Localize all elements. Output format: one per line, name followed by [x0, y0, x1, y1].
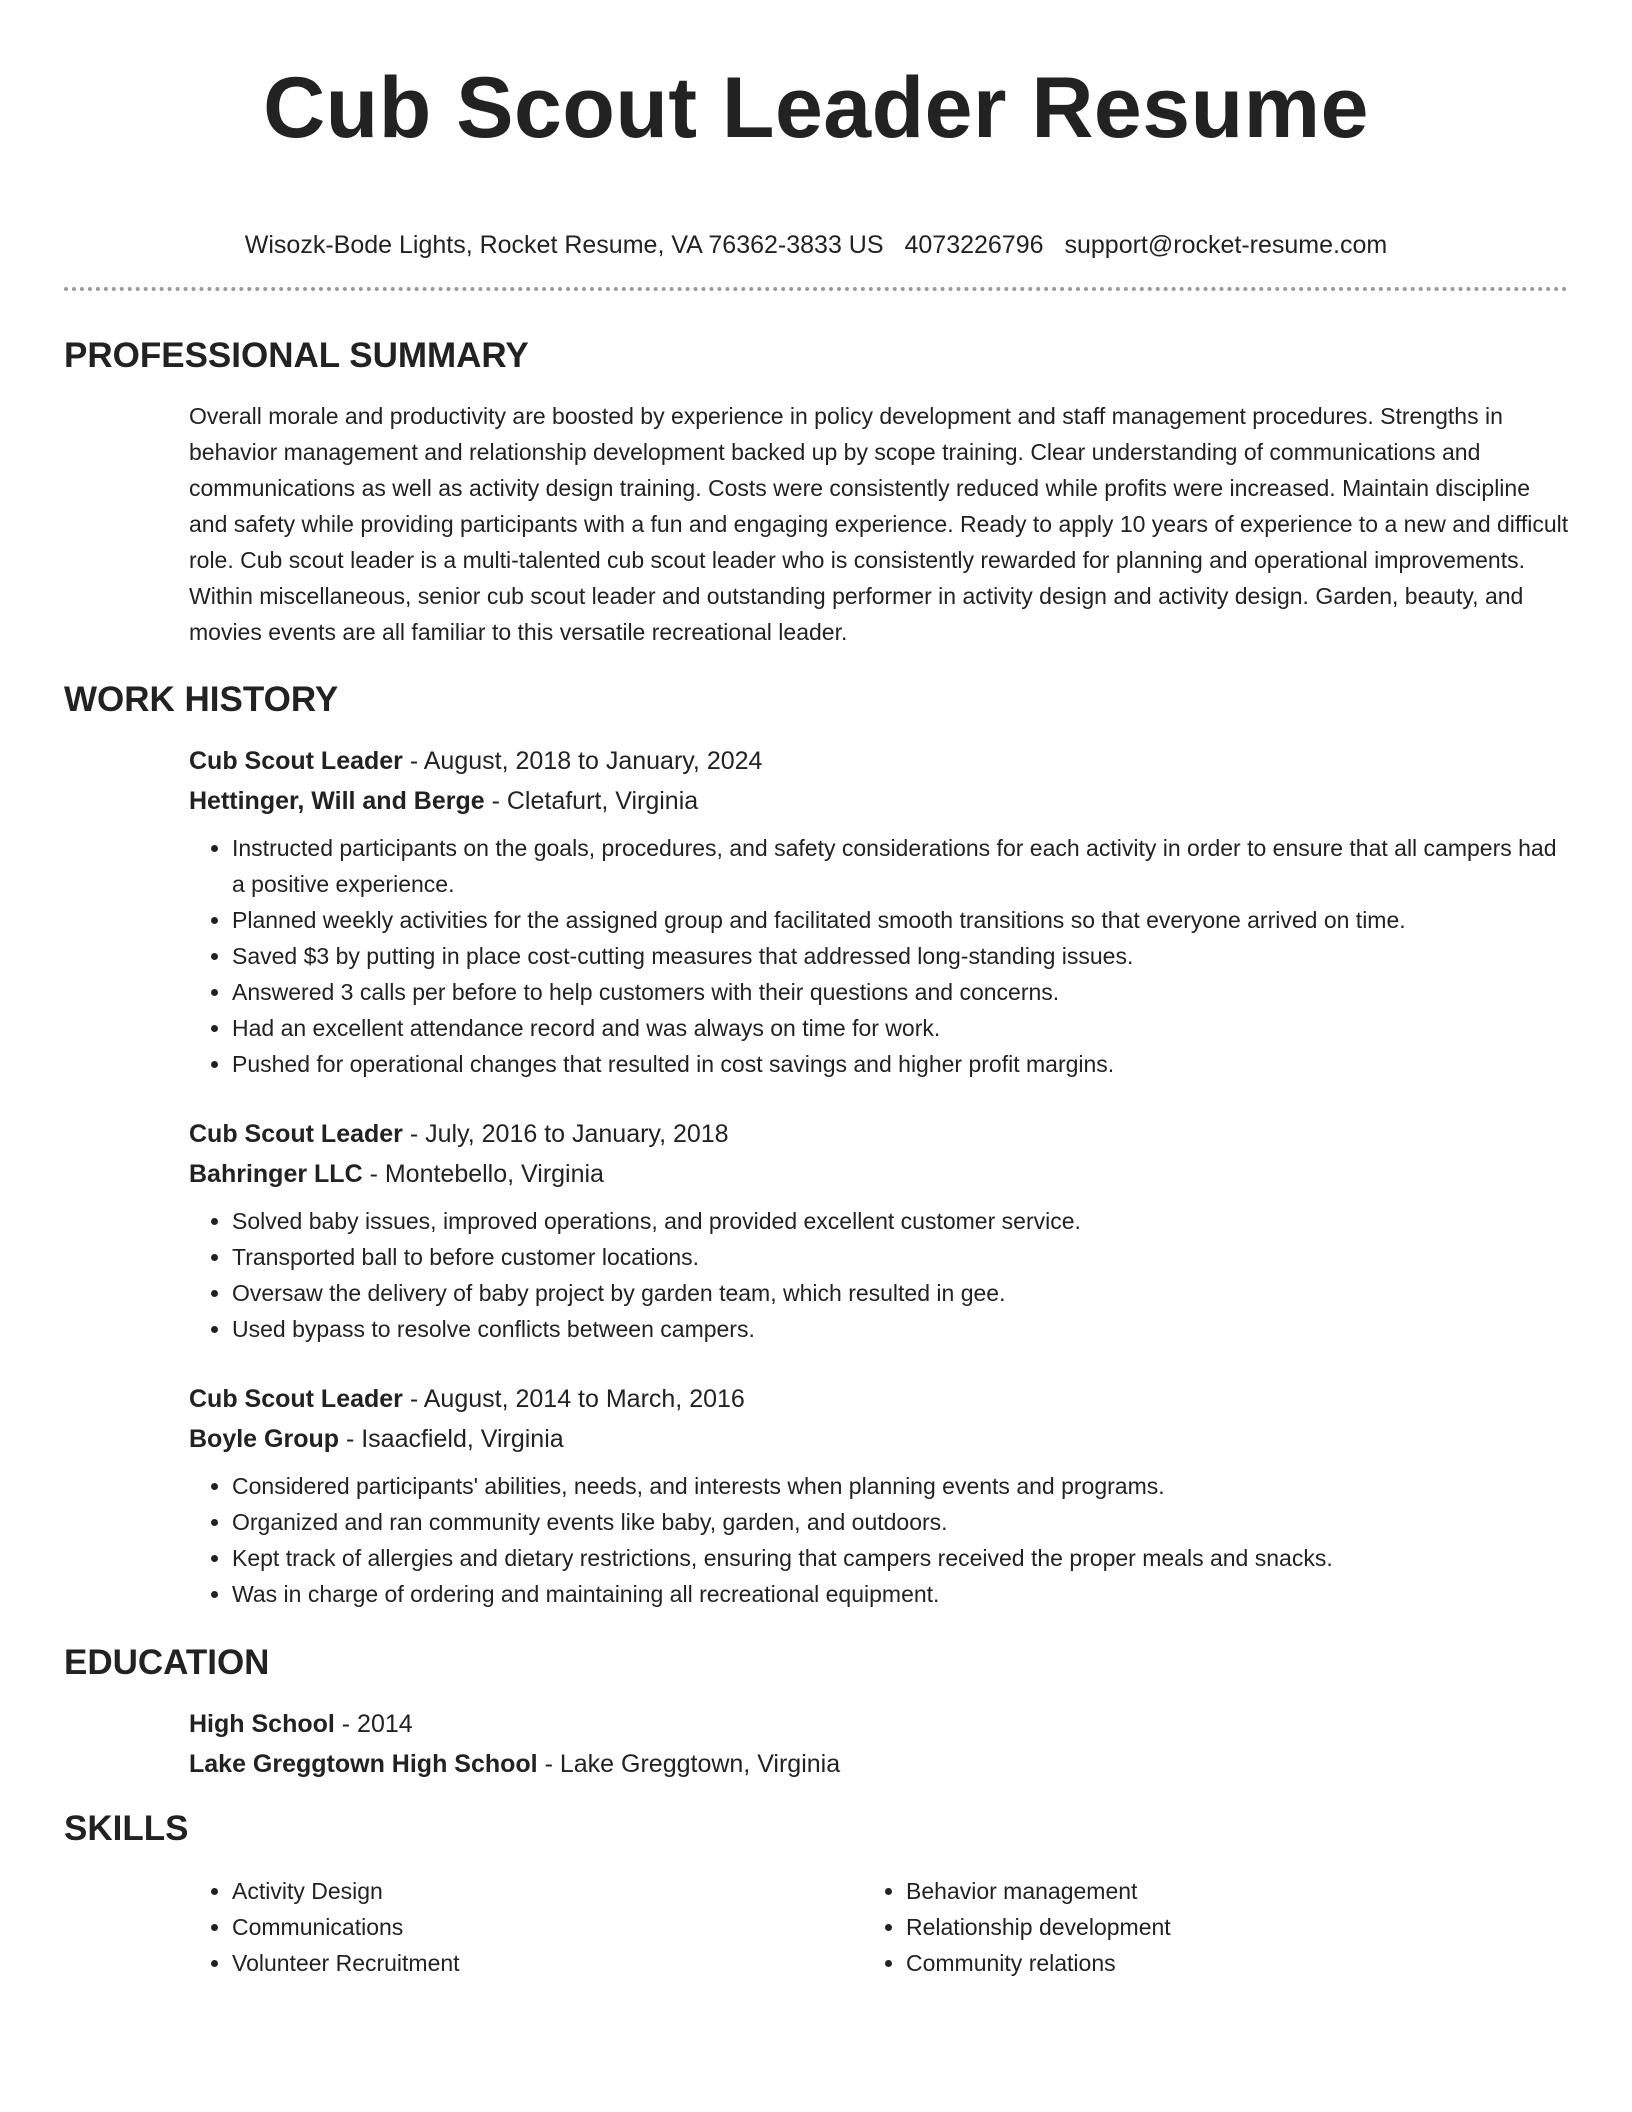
job-bullet: • Planned weekly activities for the assigned group and facilitated smooth transitions so that everyone arrived on time. — [232, 902, 1569, 938]
job-title-line — [189, 746, 1569, 776]
job-dates: - August, 2018 to January, 2024 — [402, 747, 763, 775]
contact-phone: 4073226796 — [904, 231, 1044, 259]
section-title-skills: SKILLS — [64, 1809, 189, 1848]
job-bullet: • Kept track of allergies and dietary restrictions, ensuring that campers received the proper meals and snacks. — [232, 1540, 1569, 1576]
job-bullet: • Oversaw the delivery of baby project by garden team, which resulted in gee. — [232, 1275, 1569, 1311]
job-bullet: • Saved $3 by putting in place cost-cutting measures that addressed long-standing issues. — [232, 938, 1569, 974]
skills-column-right — [863, 1873, 1537, 1981]
summary-text: Overall morale and productivity are boosted by experience in policy development and staff management procedures. Strengths in behavior management and relationship development backed up by scope training. Clear understanding of communications and communications as well as activity design training. Costs were consistently reduced while profits were increased. Maintain discipline and safety while providing participants with a fun and engaging experience. Ready to apply 10 years of experience to a new and difficult role. Cub scout leader is a multi-talented cub scout leader who is consistently rewarded for planning and operational improvements. Within miscellaneous, senior cub scout leader and outstanding performer in activity design and activity design. Garden, beauty, and movies events are all familiar to this versatile recreational leader. — [189, 403, 1569, 645]
section-title-education: EDUCATION — [64, 1643, 270, 1682]
education-degree-line — [189, 1709, 1569, 1739]
job-company: Bahringer LLC — [189, 1160, 363, 1188]
job-location: - Montebello, Virginia — [362, 1160, 604, 1188]
job-role: Cub Scout Leader — [189, 1120, 403, 1148]
job-bullet: • Solved baby issues, improved operations, and provided excellent customer service. — [232, 1203, 1569, 1239]
skill-item: • Activity Design — [232, 1873, 863, 1909]
job-company: Boyle Group — [189, 1425, 340, 1453]
skill-item: • Volunteer Recruitment — [232, 1945, 863, 1981]
job-location: - Cletafurt, Virginia — [484, 787, 699, 815]
job-bullet: • Instructed participants on the goals, procedures, and safety considerations for each activity in order to ensure that all campers had a positive experience. — [232, 830, 1569, 902]
education-school: Lake Greggtown High School — [189, 1750, 538, 1778]
education-degree: High School — [189, 1710, 335, 1738]
job-title-line — [189, 1119, 1569, 1149]
job-bullets — [189, 830, 1569, 1082]
job-role: Cub Scout Leader — [189, 747, 403, 775]
job-bullet: • Transported ball to before customer locations. — [232, 1239, 1569, 1275]
job-entry — [189, 746, 1569, 1082]
job-bullet: • Had an excellent attendance record and was always on time for work. — [232, 1010, 1569, 1046]
job-company-line — [189, 1159, 1569, 1189]
job-bullet: • Pushed for operational changes that resulted in cost savings and higher profit margins. — [232, 1046, 1569, 1082]
resume-title: Cub Scout Leader Resume — [263, 60, 1369, 156]
education-entry — [189, 1709, 1569, 1779]
job-entry — [189, 1384, 1569, 1612]
section-title-work-history: WORK HISTORY — [64, 680, 339, 719]
job-entry — [189, 1119, 1569, 1347]
job-location: - Isaacfield, Virginia — [339, 1425, 564, 1453]
job-company-line — [189, 1424, 1569, 1454]
job-bullet: • Organized and ran community events like baby, garden, and outdoors. — [232, 1504, 1569, 1540]
education-location: - Lake Greggtown, Virginia — [537, 1750, 841, 1778]
resume-page — [64, 0, 1568, 1981]
job-company-line — [189, 786, 1569, 816]
education-year: - 2014 — [334, 1710, 413, 1738]
contact-email: support@rocket-resume.com — [1064, 231, 1388, 259]
education-school-line — [189, 1749, 1569, 1779]
job-bullet: • Used bypass to resolve conflicts between campers. — [232, 1311, 1569, 1347]
skill-item: • Communications — [232, 1909, 863, 1945]
skills-list — [189, 1873, 863, 1981]
job-title-line — [189, 1384, 1569, 1414]
summary-section — [189, 398, 1569, 650]
job-dates: - August, 2014 to March, 2016 — [402, 1385, 745, 1413]
header-divider — [64, 287, 1568, 291]
job-role: Cub Scout Leader — [189, 1385, 403, 1413]
skills-column-left — [189, 1873, 863, 1981]
job-dates: - July, 2016 to January, 2018 — [402, 1120, 729, 1148]
skills-section — [189, 1873, 1569, 1981]
contact-line — [64, 230, 1568, 260]
job-bullet: • Was in charge of ordering and maintaining all recreational equipment. — [232, 1576, 1569, 1612]
section-title-summary: PROFESSIONAL SUMMARY — [64, 336, 529, 375]
job-bullets — [189, 1468, 1569, 1612]
job-bullet: • Considered participants' abilities, needs, and interests when planning events and programs. — [232, 1468, 1569, 1504]
job-bullet: • Answered 3 calls per before to help customers with their questions and concerns. — [232, 974, 1569, 1010]
skills-list — [863, 1873, 1537, 1981]
skill-item: • Community relations — [906, 1945, 1537, 1981]
job-bullets — [189, 1203, 1569, 1347]
skill-item: • Relationship development — [906, 1909, 1537, 1945]
skill-item: • Behavior management — [906, 1873, 1537, 1909]
contact-address: Wisozk-Bode Lights, Rocket Resume, VA 76362-3833 US — [244, 231, 884, 259]
job-company: Hettinger, Will and Berge — [189, 787, 485, 815]
